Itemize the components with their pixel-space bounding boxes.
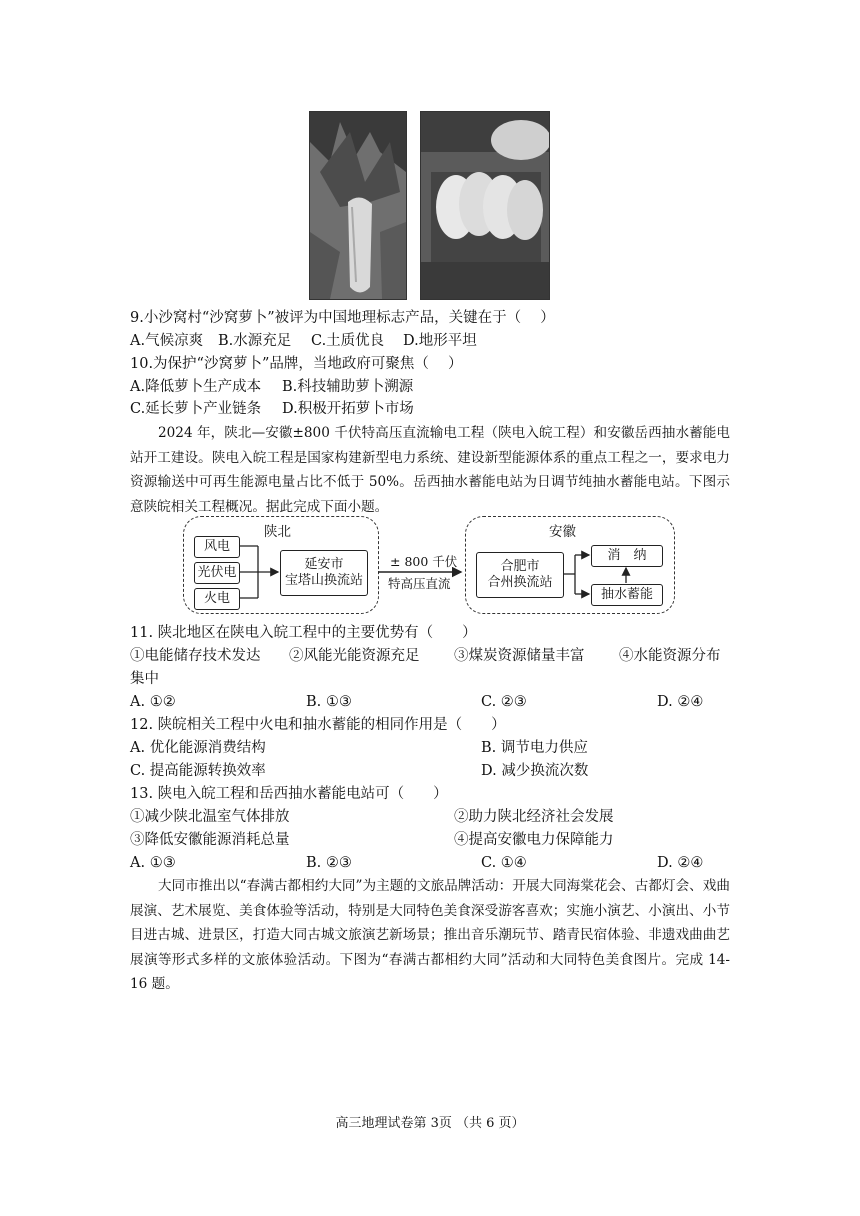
q10-option-c: C.延长萝卜产业链条 <box>130 401 262 417</box>
consumption-box: 消 纳 <box>591 545 663 567</box>
q12-option-b: B. 调节电力供应 <box>481 740 588 756</box>
q11-option-d: D. ②④ <box>657 694 704 710</box>
q13-item-1: ①减少陕北温室气体排放 <box>130 809 290 825</box>
q11-option-c: C. ②③ <box>481 694 527 710</box>
q12-option-c: C. 提高能源转换效率 <box>130 763 266 779</box>
q10-option-a: A.降低萝卜生产成本 <box>130 379 262 395</box>
source-solar: 光伏电 <box>194 562 240 584</box>
q11-item-4: ④水能资源分布 <box>619 648 721 664</box>
q10-stem: 10.为保护“沙窝萝卜”品牌，当地政府可聚焦（ ） <box>130 356 463 372</box>
shaanbei-title: 陕北 <box>261 520 294 540</box>
q11-item-4-cont: 集中 <box>130 671 159 687</box>
q10-option-d: D.积极开拓萝卜市场 <box>282 401 414 417</box>
q13-item-3: ③降低安徽能源消耗总量 <box>130 832 290 848</box>
pumped-storage-box: 抽水蓄能 <box>591 584 663 606</box>
q9-option-d: D.地形平坦 <box>403 333 477 349</box>
hefei-converter-station: 合肥市 合州换流站 <box>476 552 564 598</box>
source-thermal: 火电 <box>194 588 240 610</box>
source-wind: 风电 <box>194 536 240 558</box>
q13-option-d: D. ②④ <box>657 855 704 871</box>
q12-option-a: A. 优化能源消费结构 <box>130 740 266 756</box>
q9-stem: 9.小沙窝村“沙窝萝卜”被评为中国地理标志产品，关键在于（ ） <box>130 310 555 326</box>
q11-option-a: A. ①② <box>130 694 176 710</box>
page-footer: 高三地理试卷第 3页 （共 6 页） <box>335 1116 525 1131</box>
q9-option-a: A.气候凉爽 <box>130 333 204 349</box>
q11-item-3: ③煤炭资源储量丰富 <box>454 648 585 664</box>
q11-item-2: ②风能光能资源充足 <box>289 648 420 664</box>
yan-an-converter-station: 延安市 宝塔山换流站 <box>280 550 368 596</box>
q13-option-a: A. ①③ <box>130 855 176 871</box>
passage-datong: 大同市推出以“春满古都相约大同”为主题的文旅品牌活动：开展大同海棠花会、古都灯会、戏曲展演、艺术展览、美食体验等活动，特别是大同特色美食深受游客喜欢；实施小演艺、小演出、小节目进古城、进景区，打造大同古城文旅演艺新场景；推出音乐潮玩节、踏青民宿体验、非遗戏曲曲艺展演等形式多样的文旅体验活动。下图为“春满古都相约大同”活动和大同特色美食图片。完成 14-16 题。 <box>130 878 730 992</box>
passage-shaanxi-anhui: 2024 年，陕北—安徽±800 千伏特高压直流输电工程（陕电入皖工程）和安徽岳西抽水蓄能电站开工建设。陕电入皖工程是国家构建新型电力系统、建设新型能源体系的重点工程之一，要求电力资源输送中可再生能源电量占比不低于 50%。岳西抽水蓄能电站为日调节纯抽水蓄能电站。下图示意陕皖相关工程概况。据此完成下面小题。 <box>130 425 730 515</box>
q13-stem: 13. 陕电入皖工程和岳西抽水蓄能电站可（ ） <box>130 786 448 802</box>
q12-option-d: D. 减少换流次数 <box>481 763 589 779</box>
q9-option-c: C.土质优良 <box>311 333 385 349</box>
link-type-label: 特高压直流 <box>388 576 451 591</box>
q11-option-b: B. ①③ <box>306 694 352 710</box>
q12-stem: 12. 陕皖相关工程中火电和抽水蓄能的相同作用是（ ） <box>130 717 506 733</box>
q13-item-4: ④提高安徽电力保障能力 <box>454 832 614 848</box>
q10-option-b: B.科技辅助萝卜溯源 <box>282 379 414 395</box>
link-voltage-label: ± 800 千伏 <box>390 554 458 569</box>
q13-item-2: ②助力陕北经济社会发展 <box>454 809 614 825</box>
q9-option-b: B.水源充足 <box>218 333 292 349</box>
q13-option-c: C. ①④ <box>481 855 527 871</box>
q11-item-1: ①电能储存技术发达 <box>130 648 261 664</box>
q11-stem: 11. 陕北地区在陕电入皖工程中的主要优势有（ ） <box>130 625 477 641</box>
q13-option-b: B. ②③ <box>306 855 352 871</box>
anhui-title: 安徽 <box>546 520 579 540</box>
